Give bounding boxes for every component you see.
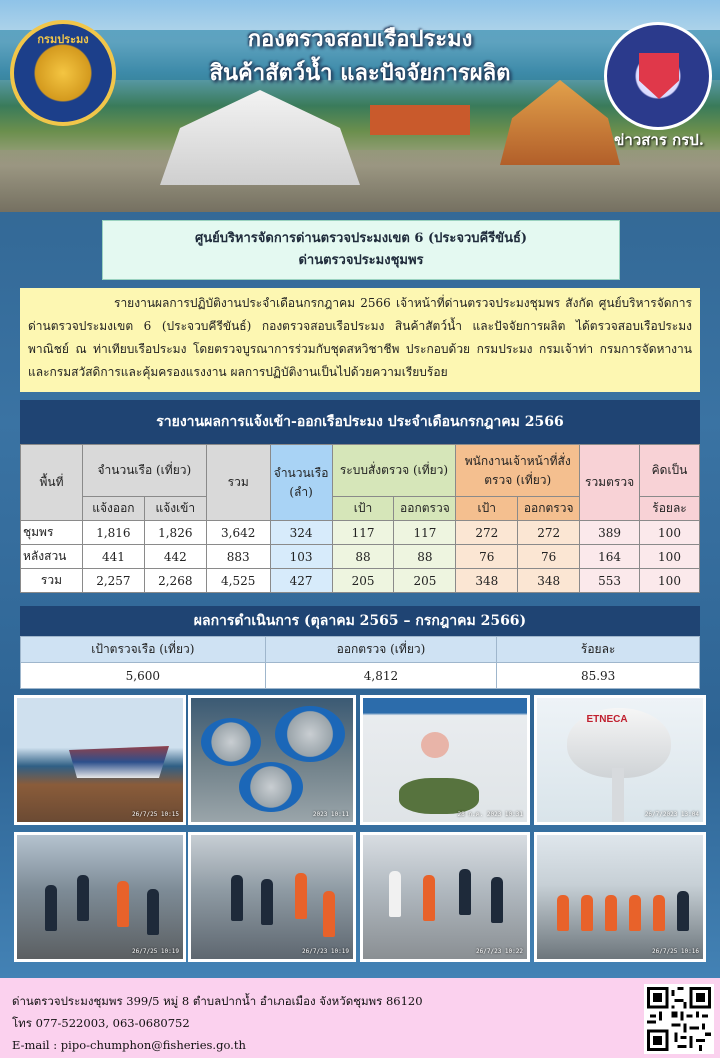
basket-image <box>239 762 303 812</box>
person-figure <box>629 895 641 931</box>
person-figure <box>295 873 307 919</box>
header-sys-target: เป้า <box>332 497 394 521</box>
office-title-line1: ศูนย์บริหารจัดการด่านตรวจประมงเขต 6 (ประจวบคีรีขันธ์) <box>194 231 528 246</box>
results-value-row <box>21 663 700 689</box>
cell-sys-done: 205 <box>394 569 456 593</box>
results-header-inspected: ออกตรวจ (เที่ยว) <box>265 637 497 663</box>
orange-temple-image <box>500 80 620 165</box>
results-table <box>20 636 700 689</box>
person-figure <box>605 895 617 931</box>
cell-boats: 103 <box>270 545 332 569</box>
header-percent: ร้อยละ <box>640 497 700 521</box>
white-temple-image <box>160 90 360 185</box>
photo-timestamp: 26/7/23 10:22 <box>476 948 523 955</box>
pole-image <box>612 768 624 824</box>
cell-sys-target: 88 <box>332 545 394 569</box>
table-row <box>21 521 700 545</box>
results-value-inspected: 4,812 <box>265 663 497 689</box>
cell-staff-done: 348 <box>518 569 580 593</box>
device-brand: ETNECA <box>586 714 628 725</box>
cell-sys-done: 117 <box>394 521 456 545</box>
results-header-row <box>21 637 700 663</box>
person-figure <box>423 875 435 921</box>
cell-total: 4,525 <box>206 569 270 593</box>
cell-sum: 164 <box>580 545 640 569</box>
cell-area: ชุมพร <box>21 521 83 545</box>
person-figure <box>231 875 243 921</box>
cell-out: 441 <box>82 545 144 569</box>
results-header-target: เป้าตรวจเรือ (เที่ยว) <box>21 637 266 663</box>
qr-code-graphic <box>647 987 711 1051</box>
person-figure <box>677 891 689 931</box>
photo-crew-lineup <box>534 832 706 962</box>
main-table <box>20 444 700 593</box>
header-boat-trips: จำนวนเรือ (เที่ยว) <box>82 445 206 497</box>
cell-staff-target: 272 <box>456 521 518 545</box>
cell-pct: 100 <box>640 521 700 545</box>
photo-inspection-team-3 <box>360 832 530 962</box>
cell-boats: 324 <box>270 521 332 545</box>
cell-sys-target: 117 <box>332 521 394 545</box>
cell-in: 2,268 <box>144 569 206 593</box>
cell-area: รวม <box>21 569 83 593</box>
results-value-percent: 85.93 <box>497 663 700 689</box>
photo-inspection-team-1 <box>14 832 186 962</box>
cell-area: หลังสวน <box>21 545 83 569</box>
shield-icon <box>639 53 679 99</box>
cell-pct: 100 <box>640 569 700 593</box>
header-in: แจ้งเข้า <box>144 497 206 521</box>
footer-address: ด่านตรวจประมงชุมพร 399/5 หมู่ 8 ตำบลปากน้ำ อำเภอเมือง จังหวัดชุมพร 86120 <box>12 994 423 1008</box>
results-title: ผลการดำเนินการ (ตุลาคม 2565 – กรกฎาคม 2566) <box>20 606 700 636</box>
person-figure <box>491 877 503 923</box>
person-figure <box>581 895 593 931</box>
header-sum-inspect: รวมตรวจ <box>580 445 640 521</box>
person-figure <box>117 881 129 927</box>
cell-total: 3,642 <box>206 521 270 545</box>
fishery-inspection-logo <box>604 22 712 130</box>
cell-pct: 100 <box>640 545 700 569</box>
header-staff-target: เป้า <box>456 497 518 521</box>
results-value-target: 5,600 <box>21 663 266 689</box>
cell-staff-done: 272 <box>518 521 580 545</box>
photo-catch-on-ice <box>360 695 530 825</box>
basket-image <box>201 718 261 766</box>
main-table-title: รายงานผลการแจ้งเข้า-ออกเรือประมง ประจำเดือนกรกฎาคม 2566 <box>20 400 700 444</box>
red-roof-image <box>370 105 470 135</box>
photo-timestamp: 26/7/25 10:15 <box>132 811 179 818</box>
results-header-percent: ร้อยละ <box>497 637 700 663</box>
header-staff: พนักงานเจ้าหน้าที่สั่งตรวจ (เที่ยว) <box>456 445 580 497</box>
header-system: ระบบสั่งตรวจ (เที่ยว) <box>332 445 456 497</box>
cell-out: 1,816 <box>82 521 144 545</box>
person-figure <box>557 895 569 931</box>
header-title-line1: กองตรวจสอบเรือประมง <box>247 26 473 52</box>
report-paragraph <box>20 288 700 392</box>
cell-out: 2,257 <box>82 569 144 593</box>
fishing-boat-image <box>69 738 169 778</box>
photo-inspection-team-2 <box>188 832 356 962</box>
photo-fish-baskets <box>188 695 356 825</box>
cell-sys-done: 88 <box>394 545 456 569</box>
photo-timestamp: 26/7/25 10:16 <box>652 948 699 955</box>
cell-sum: 389 <box>580 521 640 545</box>
catch-image <box>399 778 479 814</box>
person-figure <box>389 871 401 917</box>
news-tag: ข่าวสาร กรป. <box>614 131 704 149</box>
header-area: พื้นที่ <box>21 445 83 521</box>
person-figure <box>459 869 471 915</box>
department-of-fisheries-logo: กรมประมง <box>10 20 116 126</box>
person-figure <box>261 879 273 925</box>
header-banner <box>0 0 720 212</box>
crab-image <box>421 732 449 758</box>
qr-code-icon[interactable] <box>644 984 714 1054</box>
header-percent-top: คิดเป็น <box>640 445 700 497</box>
cell-total: 883 <box>206 545 270 569</box>
footer-email[interactable]: E-mail : pipo-chumphon@fisheries.go.th <box>12 1038 246 1052</box>
cell-sum: 553 <box>580 569 640 593</box>
cell-boats: 427 <box>270 569 332 593</box>
photo-timestamp: 26/7/2023 13:04 <box>644 811 699 818</box>
cell-sys-target: 205 <box>332 569 394 593</box>
photo-timestamp: 26/7/23 10:19 <box>302 948 349 955</box>
header-staff-inspected: ออกตรวจ <box>518 497 580 521</box>
photo-vms-device <box>534 695 706 825</box>
header-sys-inspected: ออกตรวจ <box>394 497 456 521</box>
person-figure <box>653 895 665 931</box>
person-figure <box>147 889 159 935</box>
table-row-total <box>21 569 700 593</box>
cell-staff-target: 348 <box>456 569 518 593</box>
photo-timestamp: 2023 10:11 <box>312 811 349 818</box>
person-figure <box>323 891 335 937</box>
person-figure <box>77 875 89 921</box>
cell-staff-done: 76 <box>518 545 580 569</box>
photo-timestamp: 26/7/25 10:19 <box>132 948 179 955</box>
report-text: รายงานผลการปฏิบัติงานประจำเดือนกรกฎาคม 2566 เจ้าหน้าที่ด่านตรวจประมงชุมพร สังกัด ศูนย์บริหารจัดการด่านตรวจประมงเขต 6 (ประจวบคีรีขันธ์) กองตรวจสอบเรือประมง สินค้าสัตว์น้ำ และปัจจัยการผลิต ได้ตรวจสอบเรือประมงพาณิชย์ ณ ท่าเทียบเรือประมง โดยตรวจบูรณาการร่วมกับชุดสหวิชาชีพ ประกอบด้วย กรมประมง กรมเจ้าท่า กรมการจัดหางาน และกรมสวัสดิการและคุ้มครองแรงงาน ผลการปฏิบัติงานเป็นไปด้วยความเรียบร้อย <box>28 296 692 379</box>
footer-contact <box>0 978 720 1058</box>
office-title-box <box>102 220 620 280</box>
table-row <box>21 545 700 569</box>
photo-fishing-boat <box>14 695 186 825</box>
header-out: แจ้งออก <box>82 497 144 521</box>
cell-staff-target: 76 <box>456 545 518 569</box>
photo-timestamp: 28 ก.ค. 2023 10:31 <box>457 811 523 818</box>
footer-phone: โทร 077-522003, 063-0680752 <box>12 1016 190 1030</box>
cell-in: 442 <box>144 545 206 569</box>
person-figure <box>45 885 57 931</box>
header-total: รวม <box>206 445 270 521</box>
cell-in: 1,826 <box>144 521 206 545</box>
basket-image <box>275 706 345 762</box>
header-title <box>180 22 540 90</box>
header-title-line2: สินค้าสัตว์น้ำ และปัจจัยการผลิต <box>209 60 511 86</box>
office-title-line2: ด่านตรวจประมงชุมพร <box>298 253 424 268</box>
header-boat-count: จำนวนเรือ (ลำ) <box>270 445 332 521</box>
